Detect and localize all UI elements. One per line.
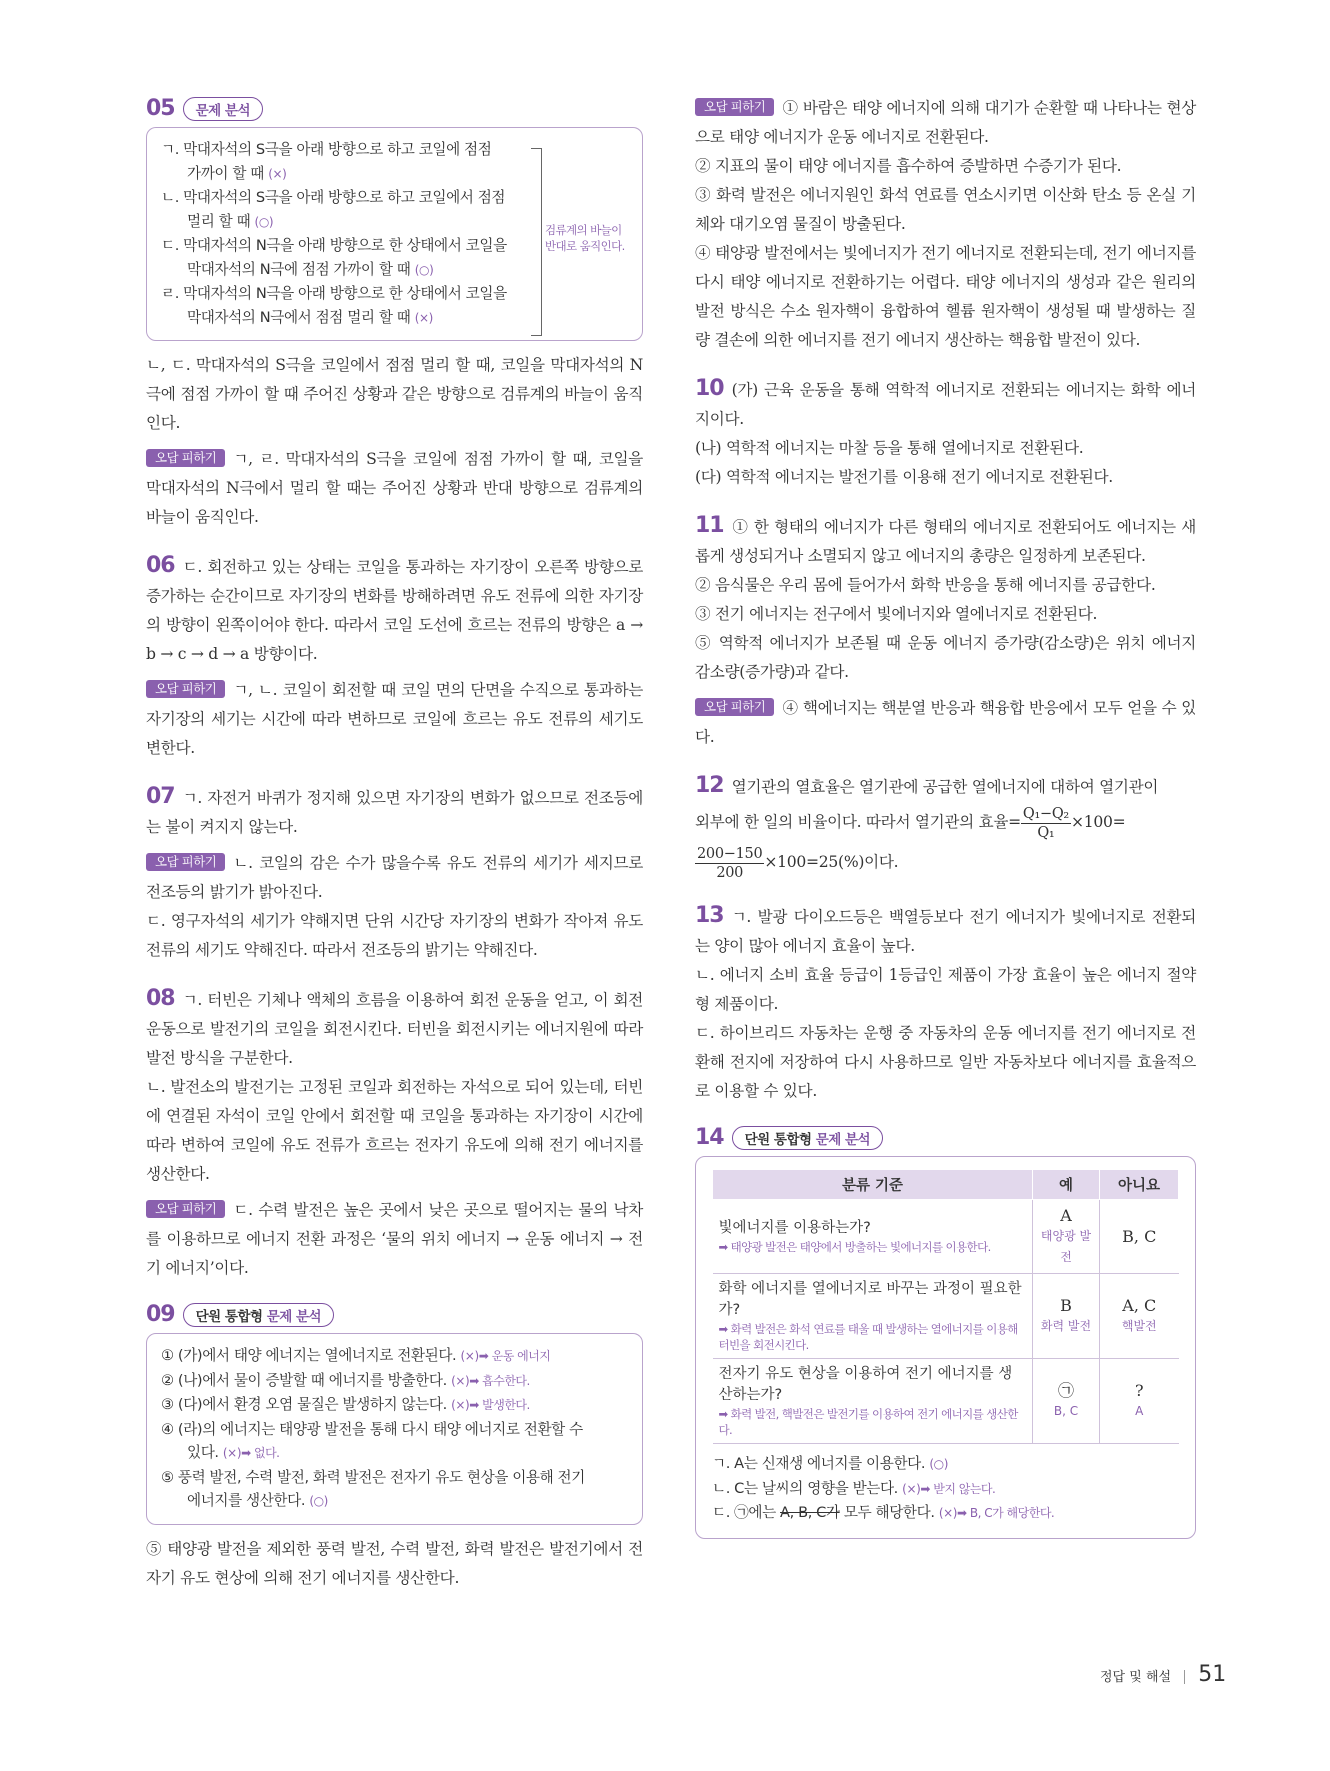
q08-avoid-badge: 오답 피하기 (146, 1200, 225, 1218)
table-header-row (713, 1170, 1179, 1200)
q14-statement-1: ㄱ. A는 신재생 에너지를 이용한다. (○) (712, 1455, 948, 1472)
q12-line-2: 외부에 한 일의 비율이다. 따라서 열기관의 효율= $\frac{\text{Q₁−Q₂}}{\text{Q₁}}$ ×100= (695, 805, 1126, 841)
q11-line-3: ③ 전기 에너지는 전구에서 빛에너지와 열에너지로 전환된다. (695, 605, 1098, 623)
q05-pill: 문제 분석 (183, 97, 263, 121)
col-criterion: 분류 기준 (713, 1170, 1033, 1200)
q09-item-3: ③ (다)에서 환경 오염 물질은 발생하지 않는다. (×)➡ 발생한다. (161, 1396, 530, 1413)
footer-divider (1184, 1670, 1185, 1684)
q13-line-3: ㄷ. 하이브리드 자동차는 운행 중 자동차의 운동 에너지를 전기 에너지로 전환해 전지에 저장하여 다시 사용하므로 일반 자동차보다 에너지를 효율적으로 이용할 수 있다. (695, 1024, 1196, 1100)
q12-line-3: $\frac{200-150}{200}$ ×100=25(%)이다. (697, 845, 899, 881)
q12-body: 12 열기관의 열효율은 열기관에 공급한 열에너지에 대하여 열기관이 (695, 773, 1159, 798)
q14-section (695, 1125, 1196, 1539)
q09-item-2: ② (나)에서 물이 증발할 때 에너지를 방출한다. (×)➡ 흡수한다. (161, 1371, 530, 1389)
q14-number: 14 (695, 1125, 724, 1150)
q07-section (146, 782, 643, 965)
q08-avoid: 오답 피하기 ㄷ. 수력 발전은 높은 곳에서 낮은 곳으로 떨어지는 물의 낙차를 이용하므로 에너지 전환 과정은 ‘물의 위치 에너지 → 운동 에너지 → 전기 에너지’이다. (146, 1201, 643, 1277)
q14-pill: 단원 통합형 문제 분석 (732, 1126, 883, 1150)
q09-avoid-badge: 오답 피하기 (695, 98, 774, 116)
q05-number: 05 (146, 96, 175, 121)
q08-number: 08 (146, 986, 175, 1011)
q05-bracket (531, 148, 542, 336)
q07-number: 07 (146, 784, 175, 809)
page-number: 51 (1198, 1662, 1227, 1687)
q10-body: 10 (가) 근육 운동을 통해 역학적 에너지로 전환되는 에너지는 화학 에너지이다. (695, 376, 1196, 428)
q07-extra: ㄷ. 영구자석의 세기가 약해지면 단위 시간당 자기장의 변화가 작아져 유도 전류의 세기도 약해진다. 따라서 전조등의 밝기는 약해진다. (146, 912, 643, 959)
q06-avoid: 오답 피하기 ㄱ, ㄴ. 코일이 회전할 때 코일 면의 단면을 수직으로 통과하는 자기장의 세기는 시간에 따라 변하므로 코일에 흐르는 유도 전류의 세기도 변한다. (146, 681, 643, 757)
q12-fraction-2: $\frac{200-150}{200}$ (697, 845, 763, 881)
col-yes: 예 (1033, 1170, 1100, 1200)
q09-item-5: ⑤ 풍력 발전, 수력 발전, 화력 발전은 전자기 유도 현상을 이용해 전기 에너지를 생산한다. (○) (161, 1468, 585, 1509)
q09-line-2: ② 지표의 물이 태양 에너지를 흡수하여 증발하면 수증기가 된다. (695, 157, 1122, 175)
q13-number: 13 (695, 903, 724, 928)
table-row: 화학 에너지를 열에너지로 바꾸는 과정이 필요한가? ➡ 화력 발전은 화석 연료를 태울 때 발생하는 열에너지를 이용해 터빈을 회전시킨다. B 화력 발전 A, C 핵발전 (713, 1274, 1179, 1359)
q09-analysis-box (146, 1333, 643, 1525)
q05-side-note: 검류계의 바늘이 반대로 움직인다. (545, 223, 625, 253)
q09-pill: 단원 통합형 문제 분석 (183, 1303, 334, 1327)
right-column (695, 94, 1196, 1539)
q05-section (146, 96, 643, 532)
q07-body: 07 ㄱ. 자전거 바퀴가 정지해 있으면 자기장의 변화가 없으므로 전조등에는 불이 켜지지 않는다. (146, 784, 643, 836)
q07-avoid-badge: 오답 피하기 (146, 853, 225, 871)
q14-classification-table (712, 1169, 1179, 1444)
q08-section (146, 984, 643, 1283)
q08-body: 08 ㄱ. 터빈은 기체나 액체의 흐름을 이용하여 회전 운동을 얻고, 이 회전 운동으로 발전기의 코일을 회전시킨다. 터빈을 회전시키는 에너지원에 따라 발전 방식을 구분한다. (146, 986, 643, 1067)
q10-line-na: (나) 역학적 에너지는 마찰 등을 통해 열에너지로 전환된다. (695, 439, 1084, 457)
q14-analysis-box (695, 1156, 1196, 1539)
q11-avoid: 오답 피하기 ④ 핵에너지는 핵분열 반응과 핵융합 반응에서 모두 얻을 수 있다. (695, 699, 1196, 746)
q05-item-4: ㄹ. 막대자석의 N극을 아래 방향으로 한 상태에서 코일을 막대자석의 N극에서 점점 멀리 할 때 (×) (161, 285, 507, 326)
q05-avoid: 오답 피하기 ㄱ, ㄹ. 막대자석의 S극을 코일에 점점 가까이 할 때, 코일을 막대자석의 N극에서 멀리 할 때는 주어진 상황과 반대 방향으로 검류계의 바늘이 움직인다. (146, 450, 643, 526)
page-footer (1100, 1662, 1226, 1687)
q05-item-3: ㄷ. 막대자석의 N극을 아래 방향으로 한 상태에서 코일을 막대자석의 N극에 점점 가까이 할 때 (○) (161, 237, 507, 278)
q09-item-4: ④ (라)의 에너지는 태양광 발전을 통해 다시 태양 에너지로 전환할 수 있다. (×)➡ 없다. (161, 1420, 583, 1461)
q07-avoid: 오답 피하기 ㄴ. 코일의 감은 수가 많을수록 유도 전류의 세기가 세지므로 전조등의 밝기가 밝아진다. (146, 854, 643, 901)
q05-avoid-badge: 오답 피하기 (146, 449, 225, 467)
q10-number: 10 (695, 376, 724, 401)
q11-line-5: ⑤ 역학적 에너지가 보존될 때 운동 에너지 증가량(감소량)은 위치 에너지 감소량(증가량)과 같다. (695, 634, 1196, 681)
q09-line-3: ③ 화력 발전은 에너지원인 화석 연료를 연소시키면 이산화 탄소 등 온실 기체와 대기오염 물질이 방출된다. (695, 186, 1196, 233)
q11-section (695, 511, 1196, 752)
q13-section (695, 901, 1196, 1106)
q11-line-2: ② 음식물은 우리 몸에 들어가서 화학 반응을 통해 에너지를 공급한다. (695, 576, 1156, 594)
footer-label: 정답 및 해설 (1100, 1670, 1172, 1685)
q05-item-2: ㄴ. 막대자석의 S극을 아래 방향으로 하고 코일에서 점점 멀리 할 때 (○) (161, 189, 506, 230)
table-row: 전자기 유도 현상을 이용하여 전기 에너지를 생산하는가? ➡ 화력 발전, 핵발전은 발전기를 이용하여 전기 에너지를 생산한다. ㉠ B, C ? A (713, 1359, 1179, 1444)
q12-number: 12 (695, 773, 724, 798)
q06-avoid-badge: 오답 피하기 (146, 680, 225, 698)
q09-continued (695, 94, 1196, 355)
q11-number: 11 (695, 513, 724, 538)
q14-statement-3: ㄷ. ㉠에는 A, B, C가 모두 해당한다. (×)➡ B, C가 해당한다. (712, 1504, 1055, 1521)
q09-section (146, 1302, 643, 1593)
q05-analysis-box (146, 127, 643, 341)
q14-statement-2: ㄴ. C는 날씨의 영향을 받는다. (×)➡ 받지 않는다. (712, 1479, 996, 1497)
q05-body: ㄴ, ㄷ. 막대자석의 S극을 코일에서 점점 멀리 할 때, 코일을 막대자석의 N극에 점점 가까이 할 때 주어진 상황과 같은 방향으로 검류계의 바늘이 움직인다. (146, 356, 643, 432)
q10-section (695, 374, 1196, 492)
q06-number: 06 (146, 553, 175, 578)
q08-extra: ㄴ. 발전소의 발전기는 고정된 코일과 회전하는 자석으로 되어 있는데, 터빈에 연결된 자석이 코일 안에서 회전할 때 코일을 통과하는 자기장이 시간에 따라 변하여 코일에 유도 전류가 흐르는 전자기 유도에 의해 전기 에너지를 생산한다. (146, 1078, 643, 1183)
q09-body: ⑤ 태양광 발전을 제외한 풍력 발전, 수력 발전, 화력 발전은 발전기에서 전자기 유도 현상에 의해 전기 에너지를 생산한다. (146, 1539, 643, 1587)
q13-body: 13 ㄱ. 발광 다이오드등은 백열등보다 전기 에너지가 빛에너지로 전환되는 양이 많아 에너지 효율이 높다. (695, 903, 1196, 955)
q06-body: 06 ㄷ. 회전하고 있는 상태는 코일을 통과하는 자기장이 오른쪽 방향으로 증가하는 순간이므로 자기장의 변화를 방해하려면 유도 전류에 의한 자기장의 방향이 왼쪽이어야 한다. 따라서 코일 도선에 흐르는 전류의 방향은 a → b → c → d → a 방향이다. (146, 553, 643, 663)
q12-section (695, 771, 1196, 882)
q11-body: 11 ① 한 형태의 에너지가 다른 형태의 에너지로 전환되어도 에너지는 새롭게 생성되거나 소멸되지 않고 에너지의 총량은 일정하게 보존된다. (695, 513, 1196, 565)
q09-avoid: 오답 피하기 ① 바람은 태양 에너지에 의해 대기가 순환할 때 나타나는 현상으로 태양 에너지가 운동 에너지로 전환된다. (695, 99, 1196, 146)
q12-fraction-1: $\frac{\text{Q₁−Q₂}}{\text{Q₁}}$ (1022, 805, 1069, 841)
q09-item-1: ① (가)에서 태양 에너지는 열에너지로 전환된다. (×)➡ 운동 에너지 (161, 1347, 551, 1364)
col-no: 아니요 (1100, 1170, 1179, 1200)
q09-line-4: ④ 태양광 발전에서는 빛에너지가 전기 에너지로 전환되는데, 전기 에너지를 다시 태양 에너지로 전환하기는 어렵다. 태양 에너지의 생성과 같은 원리의 발전 방식은 수소 원자핵이 융합하여 헬륨 원자핵이 생성될 때 발생하는 질량 결손에 의한 에너지를 전기 에너지 생산하는 핵융합 발전이 있다. (695, 244, 1196, 349)
table-row: 빛에너지를 이용하는가? ➡ 태양광 발전은 태양에서 방출하는 빛에너지를 이용한다. A 태양광 발전 B, C (713, 1200, 1179, 1274)
q06-section (146, 551, 643, 763)
q09-number: 09 (146, 1302, 175, 1327)
q10-line-da: (다) 역학적 에너지는 발전기를 이용해 전기 에너지로 전환된다. (695, 468, 1113, 486)
left-column (146, 96, 643, 1593)
q11-avoid-badge: 오답 피하기 (695, 698, 774, 716)
q13-line-2: ㄴ. 에너지 소비 효율 등급이 1등급인 제품이 가장 효율이 높은 에너지 절약형 제품이다. (695, 966, 1196, 1013)
q05-item-1: ㄱ. 막대자석의 S극을 아래 방향으로 하고 코일에 점점 가까이 할 때 (×) (161, 141, 492, 182)
